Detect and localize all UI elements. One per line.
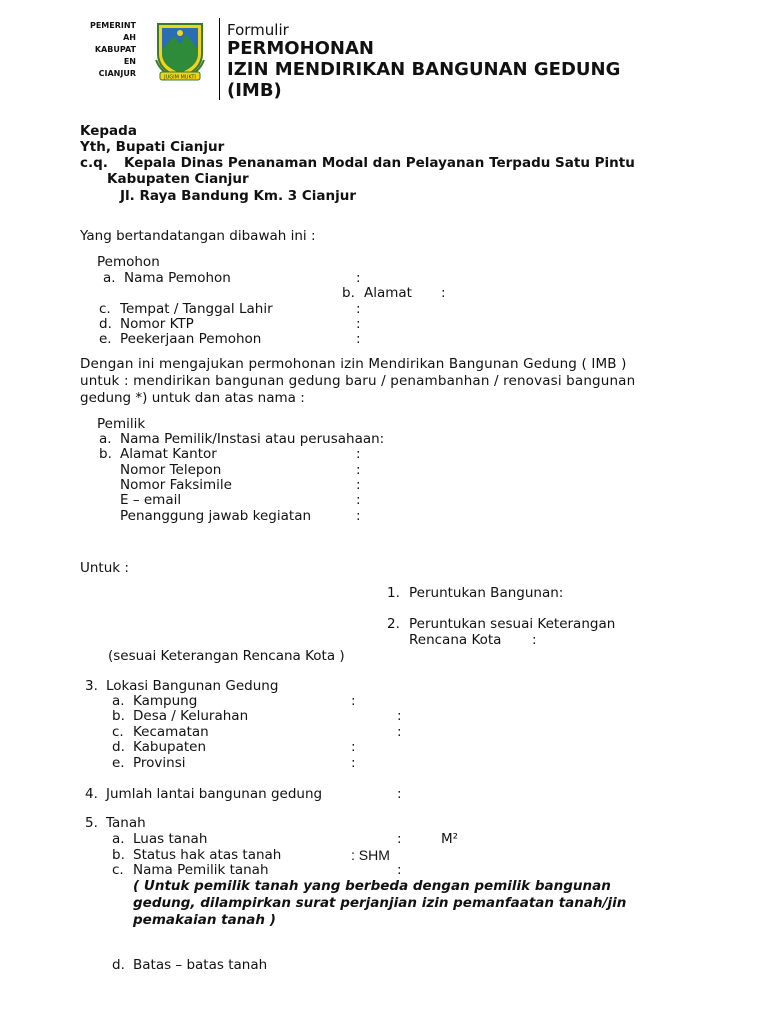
- field-label-land-owner: Nama Pemilik tanah: [133, 862, 269, 878]
- land-note-line: pemakaian tanah ): [133, 912, 276, 928]
- list-marker: b.: [99, 446, 112, 462]
- title-line: IZIN MENDIRIKAN BANGUNAN GEDUNG: [227, 59, 621, 80]
- field-colon: :: [532, 632, 537, 648]
- field-label-district: Kecamatan: [133, 724, 209, 740]
- list-marker: b.: [342, 285, 355, 301]
- form-title: [227, 38, 620, 101]
- emblem-motto: JUGIM MUKTI: [164, 74, 196, 81]
- field-label-phone: Nomor Telepon: [120, 462, 222, 478]
- field-label-applicant-address: Alamat: [364, 285, 412, 301]
- field-label-city-plan: Rencana Kota: [409, 632, 502, 648]
- land-note-line: gedung, dilampirkan surat perjanjian izin pemanfaatan tanah/jin: [133, 895, 627, 911]
- field-colon: :: [351, 693, 356, 709]
- field-colon: :: [356, 316, 361, 332]
- title-line: (IMB): [227, 80, 282, 101]
- cq-office: Kepala Dinas Penanaman Modal dan Pelayanan Terpadu Satu Pintu: [124, 155, 635, 171]
- field-label-fax: Nomor Faksimile: [120, 477, 232, 493]
- field-label-province: Provinsi: [133, 755, 186, 771]
- owner-heading: Pemilik: [97, 416, 146, 432]
- list-marker: a.: [103, 270, 116, 286]
- form-label: Formulir: [227, 21, 289, 39]
- location-heading: Lokasi Bangunan Gedung: [106, 678, 279, 694]
- gov-line: AH: [123, 33, 136, 42]
- list-marker: e.: [99, 331, 112, 347]
- field-label-floor-count: Jumlah lantai bangunan gedung: [106, 786, 323, 802]
- recipient-title: Yth, Bupati Cianjur: [80, 139, 225, 155]
- recipient-street: Jl. Raya Bandung Km. 3 Cianjur: [120, 188, 357, 204]
- field-label-office-address: Alamat Kantor: [120, 446, 217, 462]
- land-note-line: ( Untuk pemilik tanah yang berbeda dengan pemilik bangunan: [133, 878, 611, 894]
- gov-line: EN: [123, 57, 136, 66]
- cq-regency: Kabupaten Cianjur: [107, 171, 249, 187]
- field-colon: :: [351, 755, 356, 771]
- field-colon: :: [356, 270, 361, 286]
- field-colon: :: [356, 477, 361, 493]
- field-label-land-status: Status hak atas tanah: [133, 847, 282, 863]
- purpose-heading: Untuk :: [80, 560, 129, 576]
- field-colon: :: [356, 446, 361, 462]
- list-number: 3.: [85, 678, 98, 694]
- statement-line: untuk : mendirikan bangunan gedung baru / penambanhan / renovasi bangunan: [80, 373, 636, 389]
- list-marker: d.: [112, 739, 125, 755]
- statement-line: gedung *) untuk dan atas nama :: [80, 390, 305, 406]
- field-label-village: Kampung: [133, 693, 198, 709]
- land-area-unit: M²: [441, 831, 459, 847]
- field-colon: :: [397, 862, 402, 878]
- list-marker: a.: [99, 431, 112, 447]
- list-marker: a.: [112, 831, 125, 847]
- gov-line: KABUPAT: [94, 45, 136, 54]
- title-line: PERMOHONAN: [227, 38, 374, 59]
- field-colon: :: [356, 508, 361, 524]
- list-marker: e.: [112, 755, 125, 771]
- field-colon: :: [441, 285, 446, 301]
- list-number: 2.: [387, 616, 400, 632]
- recipient-to: Kepada: [80, 123, 137, 139]
- list-marker: d.: [99, 316, 112, 332]
- intro-text: Yang bertandatangan dibawah ini :: [80, 228, 316, 244]
- land-status-value: : SHM: [351, 847, 390, 863]
- header-divider: [219, 18, 220, 100]
- field-label-city-plan-purpose: Peruntukan sesuai Keterangan: [409, 616, 616, 632]
- government-label: [76, 20, 136, 80]
- field-label-kelurahan: Desa / Kelurahan: [133, 708, 249, 724]
- gov-line: PEMERINT: [89, 21, 136, 30]
- list-marker: b.: [112, 708, 125, 724]
- field-label-applicant-name: Nama Pemohon: [124, 270, 231, 286]
- list-number: 5.: [85, 815, 98, 831]
- applicant-heading: Pemohon: [97, 254, 160, 270]
- field-label-pic: Penanggung jawab kegiatan: [120, 508, 312, 524]
- regency-emblem-icon: [152, 20, 208, 82]
- field-label-building-purpose: Peruntukan Bangunan:: [409, 585, 564, 601]
- list-marker: d.: [112, 957, 125, 973]
- cq-prefix: c.q.: [80, 155, 108, 171]
- list-number: 1.: [387, 585, 400, 601]
- purpose-note: (sesuai Keterangan Rencana Kota ): [108, 648, 345, 664]
- field-colon: :: [356, 301, 361, 317]
- field-colon: :: [356, 331, 361, 347]
- field-label-id-number: Nomor KTP: [120, 316, 194, 332]
- field-colon: :: [356, 462, 361, 478]
- gov-line: CIANJUR: [98, 69, 136, 78]
- field-label-birth: Tempat / Tanggal Lahir: [120, 301, 273, 317]
- field-label-land-boundaries: Batas – batas tanah: [133, 957, 268, 973]
- field-colon: :: [397, 724, 402, 740]
- field-label-email: E – email: [120, 492, 182, 508]
- field-label-land-area: Luas tanah: [133, 831, 208, 847]
- field-colon: :: [397, 831, 402, 847]
- list-number: 4.: [85, 786, 98, 802]
- list-marker: a.: [112, 693, 125, 709]
- field-label-occupation: Peekerjaan Pemohon: [120, 331, 262, 347]
- field-colon: :: [351, 739, 356, 755]
- field-colon: :: [356, 492, 361, 508]
- statement-line: Dengan ini mengajukan permohonan izin Mendirikan Bangunan Gedung ( IMB ): [80, 356, 627, 372]
- field-colon: :: [397, 786, 402, 802]
- list-marker: c.: [99, 301, 111, 317]
- field-label-owner-name: Nama Pemilik/Instasi atau perusahaan:: [120, 431, 385, 447]
- list-marker: c.: [112, 724, 124, 740]
- field-label-regency: Kabupaten: [133, 739, 207, 755]
- list-marker: c.: [112, 862, 124, 878]
- field-colon: :: [397, 708, 402, 724]
- list-marker: b.: [112, 847, 125, 863]
- land-heading: Tanah: [106, 815, 146, 831]
